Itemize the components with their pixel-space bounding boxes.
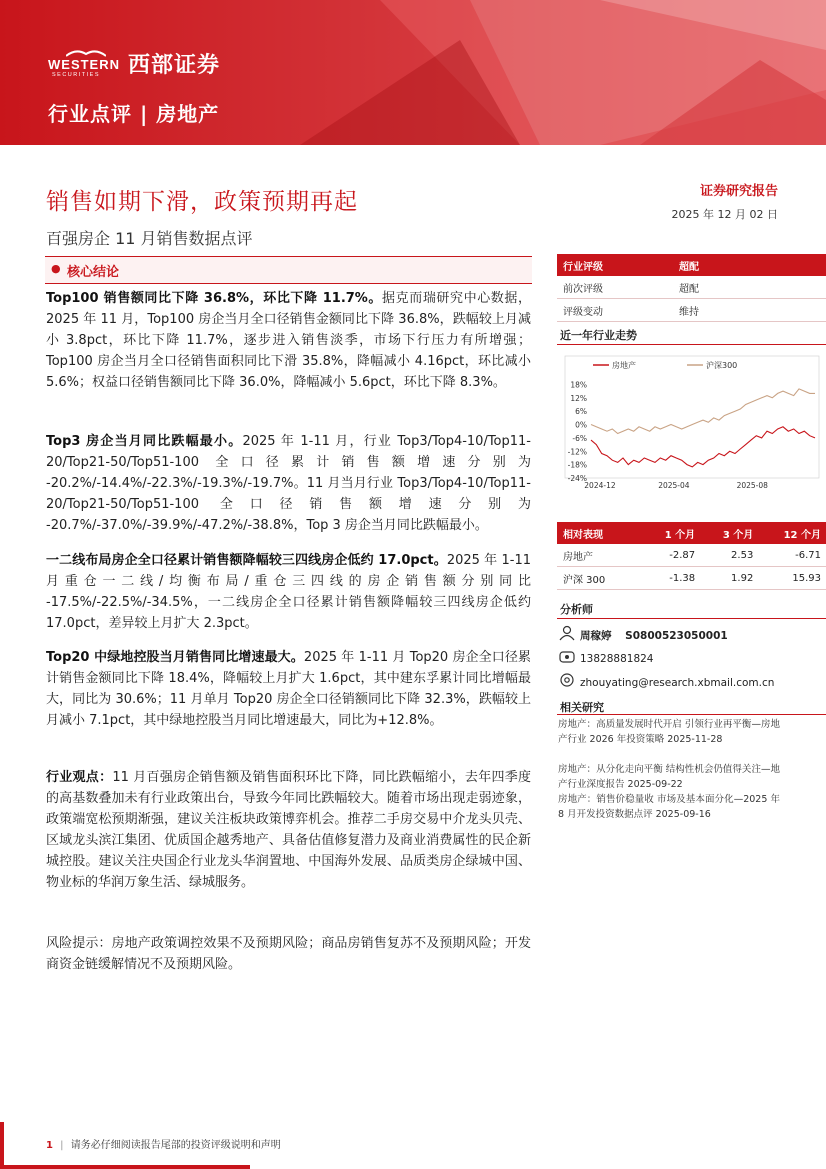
analyst-email[interactable]: zhouyating@research.xbmail.com.cn — [580, 677, 775, 689]
rating-label: 前次评级 — [557, 276, 673, 299]
report-category: 行业点评 | 房地产 — [48, 102, 220, 126]
analyst-info — [580, 628, 728, 643]
rating-header-label: 行业评级 — [557, 254, 673, 276]
paragraph — [46, 767, 531, 893]
paragraph — [46, 288, 531, 393]
x-axis — [584, 481, 768, 490]
footer-bar-horizontal — [0, 1165, 250, 1169]
phone-icon — [559, 649, 575, 663]
perf-header-cell: 1 个月 — [643, 522, 701, 544]
y-tick-label: 12% — [570, 393, 587, 403]
perf-value: 15.93 — [759, 567, 826, 590]
perf-header-cell: 相对表现 — [557, 522, 643, 544]
y-tick-label: -12% — [567, 447, 587, 457]
performance-table — [557, 522, 826, 590]
footer-disclaimer: 请务必仔细阅读报告尾部的投资评级说明和声明 — [70, 1140, 281, 1151]
legend-label-csi300: 沪深300 — [706, 361, 738, 370]
paragraph-text: 据克而瑞研究中心数据，2025 年 11 月，Top100 房企当月全口径销售金额同比下降 36.8%，跌幅较上月减小 3.8pct，环比下降 11.7%，逐步进入销售淡季，市场下行压力有所增强；Top100 房企当月全口径销售面积同比下滑 35.8%，降幅减小 4.16pct，环比减小 5.6%；权益口径销售额同比下降 36.0%，降幅减小 5.6pct，环比下降 8.3%。 — [46, 291, 531, 390]
paragraph-text: 11 月百强房企销售额及销售面积环比下降，同比跌幅缩小，去年四季度的高基数叠加未有行业政策出台，导致今年同比跌幅较大。随着市场出现走弱迹象，政策端宽松预期渐强，建议关注板块政策博弈机会。推荐二手房交易中介龙头贝壳、区域龙头滨江集团、优质国企越秀地产、具备估值修复潜力及商业消费属性的民企新城控股。建议关注央国企行业龙头华润置地、中国海外发展、品质类房企绿城中国、物业标的华润万象生活、绿城服务。 — [46, 770, 531, 890]
paragraph — [46, 647, 531, 731]
y-tick-label: 6% — [575, 407, 587, 417]
paragraph — [46, 431, 531, 536]
y-tick-label: 0% — [575, 420, 587, 430]
paragraph-lead: 一二线布局房企全口径累计销售额降幅较三四线房企低约 17.0pct。 — [46, 553, 447, 568]
perf-value: -1.38 — [643, 567, 701, 590]
paragraph-lead: Top3 房企当月同比跌幅最小。 — [46, 434, 243, 449]
y-tick-label: -24% — [567, 474, 587, 483]
y-tick-label: -18% — [567, 460, 587, 470]
analyst-heading: 分析师 — [560, 603, 593, 616]
legend-label-realestate: 房地产 — [612, 361, 636, 370]
divider — [557, 618, 826, 619]
header-banner — [0, 0, 826, 145]
rating-value: 超配 — [673, 276, 826, 299]
perf-value: -2.87 — [643, 544, 701, 567]
rating-table — [557, 254, 826, 322]
rating-label: 评级变动 — [557, 299, 673, 322]
x-tick-label: 2024-12 — [584, 481, 616, 490]
rating-value: 维持 — [673, 299, 826, 322]
paragraph-text: 2025 年 1-11 月 Top20 房企全口径累计销售金额同比下降 18.4%，降幅较上月扩大 1.6pct，其中建东孚累计同比增幅最大，同比为 30.6%；11 月单月 Top20 房企全口径销额同比下降 32.3%，跌幅较上月减小 7.1pct，其中绿地控股当月同比增速最大，同比为+12.8%。 — [46, 650, 532, 728]
risk-warning: 风险提示：房地产政策调控效果不及预期风险；商品房销售复苏不及预期风险；开发商资金链缓解情况不及预期风险。 — [46, 936, 531, 972]
table-row — [557, 299, 826, 322]
table-row — [557, 276, 826, 299]
related-item[interactable]: 房地产：销售价稳量收 市场及基本面分化—2025 年 8 月开发投资数据点评 2025-09-16 — [558, 794, 780, 820]
performance-header-row — [557, 522, 826, 544]
footer-bar-vertical — [0, 1122, 4, 1169]
logo-en-sub: SECURITIES — [52, 72, 101, 78]
divider — [557, 714, 826, 715]
trend-heading: 近一年行业走势 — [560, 329, 637, 342]
y-tick-label: -6% — [572, 433, 587, 443]
core-conclusion-heading: 核心结论 — [67, 265, 120, 280]
y-tick-label: 18% — [570, 380, 587, 390]
trend-chart — [557, 350, 826, 498]
divider — [557, 344, 826, 345]
perf-label: 沪深 300 — [557, 567, 643, 590]
table-row — [557, 567, 826, 590]
paragraph-lead: Top20 中绿地控股当月销售同比增速最大。 — [46, 650, 304, 665]
rating-header-row — [557, 254, 826, 276]
analyst-phone: 13828881824 — [580, 653, 654, 665]
perf-header-cell: 12 个月 — [759, 522, 826, 544]
paragraph-lead: Top100 销售额同比下降 36.8%，环比下降 11.7%。 — [46, 291, 383, 306]
paragraph-text: 2025 年 1-11 月重仓一二线/均衡布局/重仓三四线的房企销售额分别同比 -17.5%/-22.5%/-34.5%，一二线房企全口径累计销售额降幅较三四线房企低约 17.0pct，差异较上月扩大 2.3pct。 — [46, 553, 532, 631]
related-heading: 相关研究 — [560, 701, 604, 714]
related-item[interactable]: 房地产：从分化走向平衡 结构性机会仍值得关注—地产行业深度报告 2025-09-22 — [558, 764, 780, 790]
perf-header-cell: 3 个月 — [701, 522, 759, 544]
logo-mark — [48, 48, 126, 76]
report-subtitle: 百强房企 11 月销售数据点评 — [46, 229, 253, 248]
person-icon — [559, 625, 575, 641]
report-title: 销售如期下滑，政策预期再起 — [46, 189, 358, 215]
footer: 1 | 请务必仔细阅读报告尾部的投资评级说明和声明 — [46, 1140, 281, 1151]
logo-en: WESTERN — [48, 57, 120, 72]
x-tick-label: 2025-08 — [736, 481, 768, 490]
perf-value: 2.53 — [701, 544, 759, 567]
logo-cn: 西部证券 — [128, 53, 221, 78]
related-item[interactable]: 房地产：高质量发展时代开启 引领行业再平衡—房地产行业 2026 年投资策略 2025-11-28 — [558, 719, 780, 745]
analyst-name: 周稼婷 — [580, 630, 612, 642]
report-date: 2025 年 12 月 02 日 — [671, 208, 778, 221]
bullet-icon: ● — [51, 262, 61, 275]
paragraph — [46, 550, 531, 634]
chart-background — [557, 350, 826, 498]
core-conclusion-bar — [45, 256, 532, 284]
paragraph-text: 2025 年 1-11 月，行业 Top3/Top4-10/Top11-20/Top21-50/Top51-100 全口径累计销售额增速分别为 -20.2%/-14.4%/-22.3%/-19.3%/-19.7%。11 月当月行业 Top3/Top4-10/Top11-20/Top21-50/Top51-100 全口径销售额增速分别为 -20.7%/-37.0%/-39.9%/-47.2%/-38.8%，Top 3 房企当月同比跌幅最小。 — [46, 434, 531, 533]
page-number: 1 — [46, 1140, 53, 1151]
email-icon — [559, 673, 575, 687]
report-type: 证券研究报告 — [699, 184, 778, 199]
paragraph-lead: 行业观点： — [46, 770, 113, 785]
x-tick-label: 2025-04 — [658, 481, 690, 490]
perf-label: 房地产 — [557, 544, 643, 567]
analyst-cert: S0800523050001 — [625, 630, 728, 642]
rating-header-value: 超配 — [673, 254, 826, 276]
perf-value: -6.71 — [759, 544, 826, 567]
perf-value: 1.92 — [701, 567, 759, 590]
table-row — [557, 544, 826, 567]
